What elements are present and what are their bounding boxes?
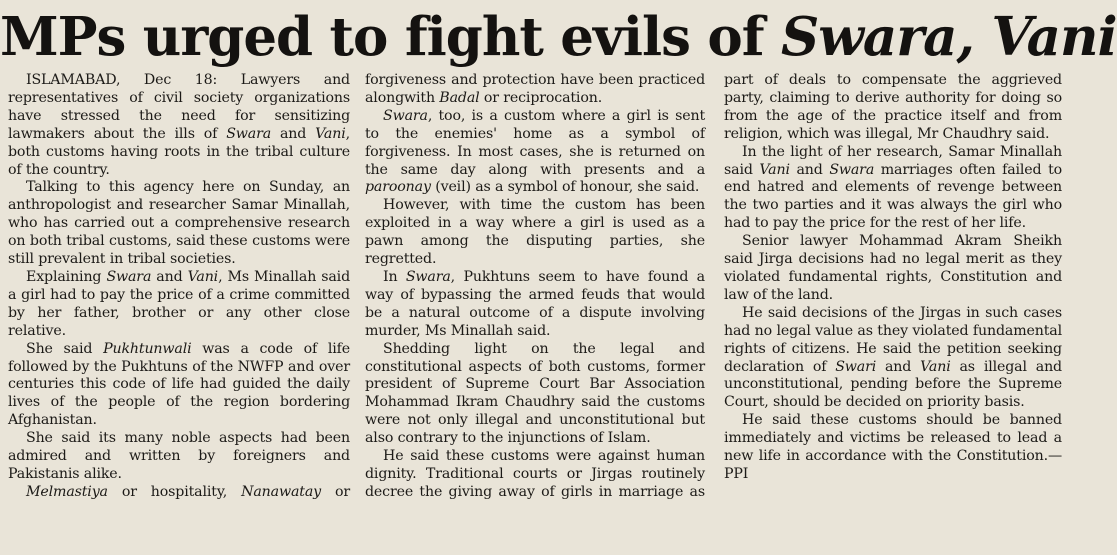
paragraph-text: or [321, 483, 350, 500]
paragraph-text: Talking to this agency here on Sunday, an anthropologist and researcher Samar Minallah, who has carried out a comprehensive research on both tribal customs, said these customs were still prevalent in tribal societies. [8, 179, 350, 268]
article-paragraph [724, 72, 1062, 144]
italic-term: paroonay [365, 179, 431, 196]
article-paragraph [365, 341, 705, 448]
italic-term: Swara [405, 268, 451, 285]
italic-term: Swara [829, 161, 875, 178]
paragraph-text: However, with time the custom has been exploited in a way where a girl is used as a pawn among the disputing parties, she regretted. [365, 197, 705, 268]
paragraph-text: Explaining [26, 268, 107, 285]
headline [0, 2, 1117, 72]
article-paragraph [365, 269, 705, 341]
article-paragraph [8, 484, 350, 502]
paragraph-text: Senior lawyer Mohammad Akram Sheikh said Jirga decisions had no legal merit as they violated fundamental rights, Constitution and law of the land. [724, 233, 1062, 303]
article-column-1 [8, 72, 350, 555]
italic-term: Swari [835, 358, 877, 375]
paragraph-text: and [151, 268, 188, 285]
article-paragraph [8, 179, 350, 269]
paragraph-text: part of deals to compensate the aggrieved party, claiming to derive authority for doing so from the age of the practice itself and from religion, which was illegal, Mr Chaudhry said. [724, 72, 1062, 142]
paragraph-text: or hospitality, [107, 483, 242, 500]
italic-term: Nanawatay [241, 483, 322, 500]
headline-text: MPs urged to fight evils of [0, 6, 781, 68]
italic-term: Vani [187, 268, 219, 285]
article-body [0, 72, 1065, 555]
italic-term: Melmastiya [26, 483, 108, 500]
paragraph-text: and [876, 358, 921, 375]
paragraph-text: He said these customs were against human dignity. Traditional courts or Jirgas routinely decree the giving away of girls in marriage as [365, 448, 705, 500]
article-paragraph [365, 197, 705, 269]
paragraph-text: , Pukhtuns seem to have found a way of bypassing the armed feuds that would be a natural outcome of a dispute involving murder, Ms Minallah said. [365, 268, 705, 339]
paragraph-text: She said its many noble aspects had been admired and written by foreigners and Pakistanis alike. [8, 430, 350, 482]
article-paragraph [724, 144, 1062, 234]
article-paragraph [724, 305, 1062, 412]
article-paragraph [365, 72, 705, 108]
italic-term: Badal [439, 89, 480, 106]
italic-term: Swara [106, 268, 152, 285]
paragraph-text: and [789, 161, 830, 178]
paragraph-text: and [271, 125, 316, 142]
italic-term: Swara [383, 107, 428, 124]
italic-term: Pukhtunwali [103, 340, 192, 357]
paragraph-text: ISLAMABAD, Dec 18: Lawyers and representatives of civil society organizations have stressed the need for sensitizing lawmakers about the ills of [8, 72, 350, 142]
italic-term: Swara [226, 125, 272, 142]
paragraph-text: Shedding light on the legal and constitutional aspects of both customs, former president of Supreme Court Bar Association Mohammad Ikram Chaudhry said the customs were not only illegal and unconstitutional but also contrary to the injunctions of Islam. [365, 340, 705, 447]
paragraph-text: In the light of her research, Samar Minallah said [724, 143, 1062, 178]
paragraph-text: marriages often failed to end hatred and elements of revenge between the two parties and it was always the girl who had to pay the price for the rest of her life. [724, 161, 1063, 232]
paragraph-text: In [383, 268, 406, 285]
paragraph-text: forgiveness and protection have been practiced alongwith [365, 72, 705, 106]
paragraph-text: was a code of life followed by the Pukhtuns of the NWFP and over centuries this code of life had guided the daily lives of the people of the region bordering Afghanistan. [8, 340, 350, 429]
paragraph-text: , too, is a custom where a girl is sent to the enemies' home as a symbol of forgiveness. In most cases, she is returned on the same day along with presents and a [365, 107, 705, 178]
article-column-3 [724, 72, 1062, 555]
article-paragraph [8, 341, 350, 431]
italic-term: Vani [920, 358, 951, 375]
italic-term: Vani [315, 125, 346, 142]
article-paragraph [8, 72, 350, 179]
paragraph-text: as illegal and unconstitutional, pending before the Supreme Court, should be decided on priority basis. [724, 358, 1062, 411]
article-paragraph [8, 430, 350, 484]
paragraph-text: , Ms Minallah said a girl had to pay the price of a crime committed by her father, brother or any other close relative. [8, 268, 351, 339]
paragraph-text: (veil) as a symbol of honour, she said. [430, 179, 700, 196]
italic-term: Vani [759, 161, 790, 178]
article-paragraph [365, 448, 705, 502]
headline-italic-text: Swara, Vani [780, 6, 1117, 68]
paragraph-text: , both customs having roots in the tribal culture of the country. [8, 125, 350, 178]
article-paragraph [365, 108, 705, 198]
article-paragraph [8, 269, 350, 341]
paragraph-text: or reciprocation. [479, 89, 603, 106]
paragraph-text: She said [26, 340, 104, 357]
article-column-2 [365, 72, 705, 555]
article-paragraph [724, 412, 1062, 484]
paragraph-text: He said these customs should be banned immediately and victims be released to lead a new life in accordance with the Constitution.—PPI [724, 412, 1062, 482]
paragraph-text: He said decisions of the Jirgas in such cases had no legal value as they violated fundamental rights of citizens. He said the petition seeking declaration of [724, 304, 1062, 375]
article-paragraph [724, 233, 1062, 305]
